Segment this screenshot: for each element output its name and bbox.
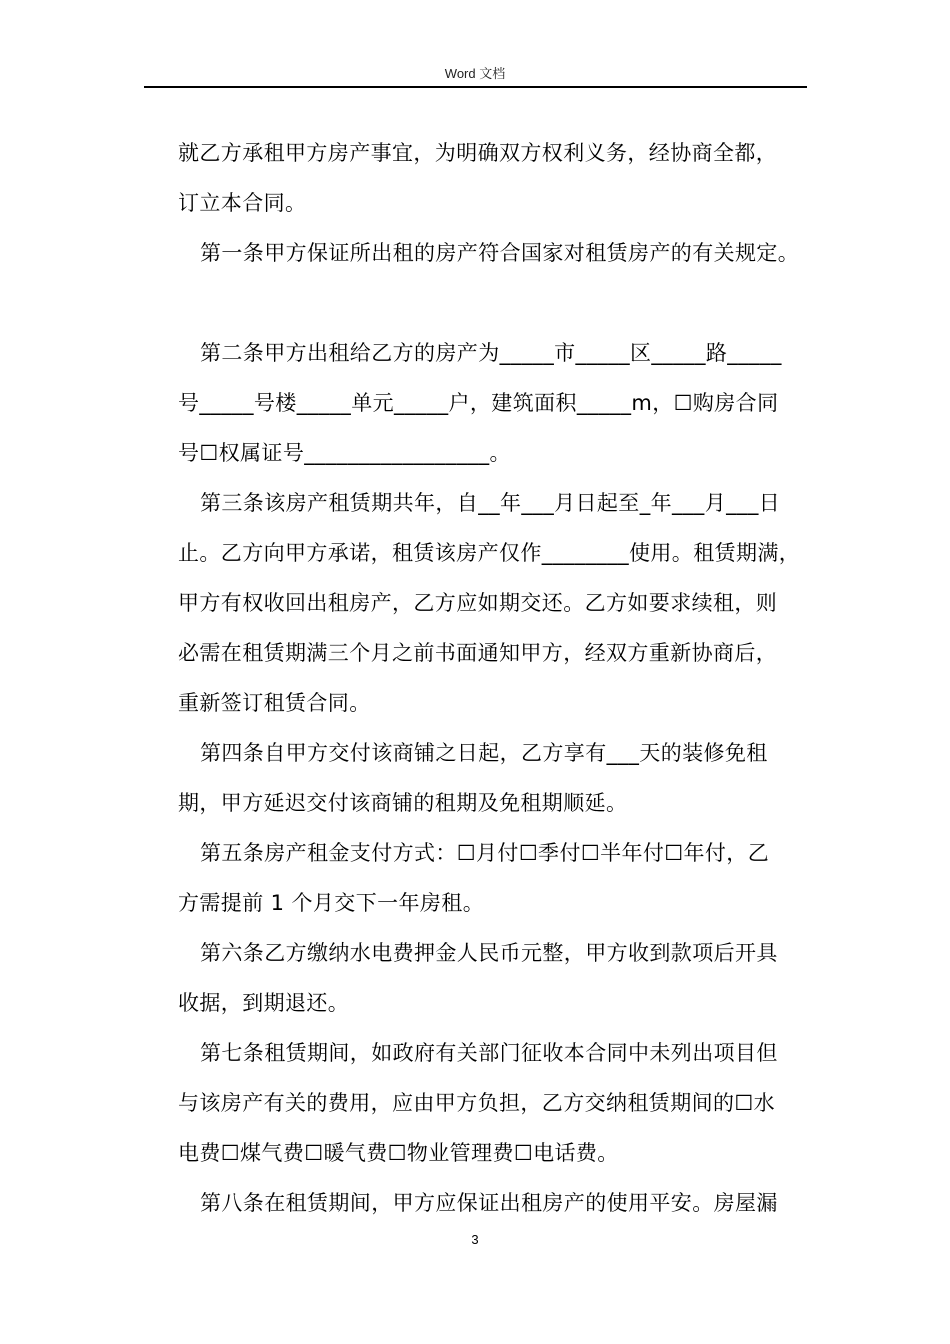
text-line: 甲方有权收回出租房产，乙方应如期交还。乙方如要求续租，则 (178, 591, 778, 615)
header-divider (144, 86, 807, 88)
text-line: 订立本合同。 (178, 191, 307, 215)
text-line: 第六条乙方缴纳水电费押金人民币元整，甲方收到款项后开具 (200, 941, 778, 965)
text-line: 重新签订租赁合同。 (178, 691, 371, 715)
text-line: 止。乙方向甲方承诺，租赁该房产仅作________使用。租赁期满， (178, 541, 801, 565)
text-line: 第二条甲方出租给乙方的房产为_____市_____区_____路_____ (200, 341, 782, 365)
text-line: 收据，到期退还。 (178, 991, 350, 1015)
text-line: 方需提前 1 个月交下一年房租。 (178, 891, 485, 915)
text-line: 号_____号楼_____单元_____户，建筑面积_____m，☐购房合同 (178, 391, 779, 415)
text-line: 就乙方承租甲方房产事宜，为明确双方权利义务，经协商全都， (178, 141, 778, 165)
text-line: 必需在租赁期满三个月之前书面通知甲方，经双方重新协商后， (178, 641, 778, 665)
text-line: 第七条租赁期间，如政府有关部门征收本合同中未列出项目但 (200, 1041, 778, 1065)
text-line: 电费☐煤气费☐暖气费☐物业管理费☐电话费。 (178, 1141, 619, 1165)
text-line: 第三条该房产租赁期共年，自__年___月日起至_年___月___日 (200, 491, 781, 515)
blank-line (178, 278, 808, 328)
text-line: 第四条自甲方交付该商铺之日起，乙方享有___天的装修免租 (200, 741, 768, 765)
document-body (178, 128, 808, 1228)
text-line: 第一条甲方保证所出租的房产符合国家对租赁房产的有关规定。 (200, 241, 800, 265)
text-line: 与该房产有关的费用，应由甲方负担，乙方交纳租赁期间的☐水 (178, 1091, 776, 1115)
text-line: 第五条房产租金支付方式：☐月付☐季付☐半年付☐年付，乙 (200, 841, 770, 865)
page-number: 3 (471, 1232, 479, 1247)
page-header: Word 文档 (444, 66, 506, 81)
text-line: 第八条在租赁期间，甲方应保证出租房产的使用平安。房屋漏 (200, 1191, 778, 1215)
text-line: 期，甲方延迟交付该商铺的租期及免租期顺延。 (178, 791, 628, 815)
text-line: 号☐权属证号_________________。 (178, 441, 511, 465)
